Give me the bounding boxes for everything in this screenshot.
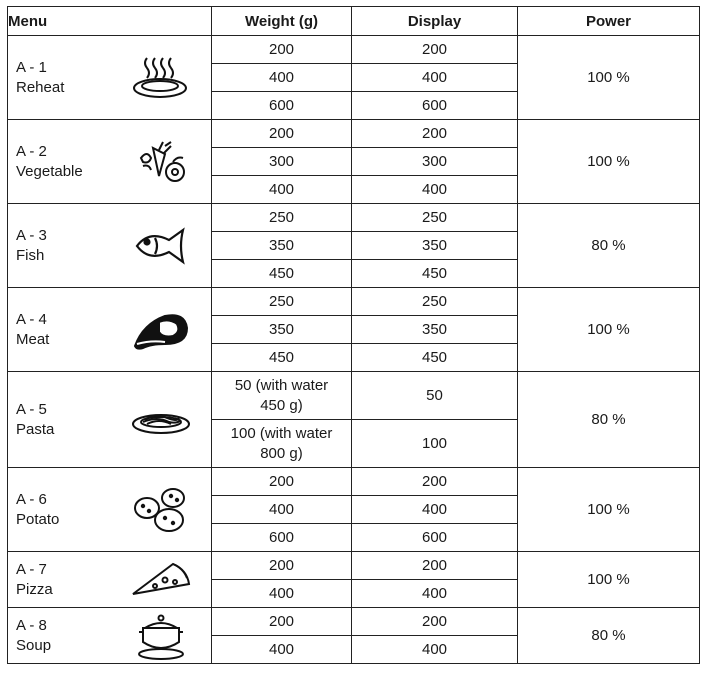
menu-code: A - 6: [16, 490, 47, 508]
weight-cell: 200: [212, 36, 352, 64]
menu-cell-meat: [8, 288, 212, 372]
menu-code: A - 8: [16, 616, 47, 634]
display-cell: 200: [352, 120, 518, 148]
power-cell: 100 %: [518, 468, 700, 552]
display-cell: 450: [352, 344, 518, 372]
display-cell: 400: [352, 176, 518, 204]
weight-cell: 400: [212, 176, 352, 204]
table-row: [8, 204, 700, 232]
weight-cell: [212, 372, 352, 420]
menu-name: Soup: [16, 636, 52, 654]
header-power: Power: [518, 7, 700, 36]
menu-cell-pizza: [8, 552, 212, 608]
pasta-plate-icon: [129, 394, 193, 446]
menu-name: Pasta: [16, 420, 55, 438]
weight-cell: 200: [212, 552, 352, 580]
table-row: [8, 372, 700, 420]
menu-name: Potato: [16, 510, 60, 528]
menu-code: A - 2: [16, 142, 47, 160]
weight-cell: 250: [212, 288, 352, 316]
menu-cell-fish: [8, 204, 212, 288]
header-weight: Weight (g): [212, 7, 352, 36]
weight-cell: 400: [212, 636, 352, 664]
meat-icon: [129, 304, 193, 356]
auto-cook-menu-table: [7, 6, 700, 664]
menu-code: A - 4: [16, 310, 47, 328]
potato-icon: [129, 484, 193, 536]
display-cell: 250: [352, 204, 518, 232]
weight-cell: [212, 420, 352, 468]
power-cell: 80 %: [518, 204, 700, 288]
menu-cell-soup: [8, 608, 212, 664]
weight-cell: 350: [212, 232, 352, 260]
display-cell: 200: [352, 608, 518, 636]
weight-cell: 200: [212, 608, 352, 636]
table-row: [8, 468, 700, 496]
display-cell: 200: [352, 36, 518, 64]
weight-line: 50 (with water: [234, 376, 329, 394]
power-cell: 100 %: [518, 552, 700, 608]
menu-name: Vegetable: [16, 162, 83, 180]
weight-cell: 200: [212, 120, 352, 148]
menu-code: A - 5: [16, 400, 47, 418]
menu-name: Fish: [16, 246, 45, 264]
menu-code: A - 3: [16, 226, 47, 244]
power-cell: 80 %: [518, 608, 700, 664]
display-cell: 450: [352, 260, 518, 288]
table-row: [8, 120, 700, 148]
display-cell: 250: [352, 288, 518, 316]
power-cell: 100 %: [518, 36, 700, 120]
display-cell: 400: [352, 64, 518, 92]
display-cell: 100: [352, 420, 518, 468]
header-display: Display: [352, 7, 518, 36]
soup-pot-icon: [129, 610, 193, 662]
menu-name: Meat: [16, 330, 50, 348]
table-row: [8, 36, 700, 64]
table-row: [8, 608, 700, 636]
display-cell: 600: [352, 92, 518, 120]
menu-cell-potato: [8, 468, 212, 552]
fish-icon: [129, 220, 193, 272]
display-cell: 600: [352, 524, 518, 552]
header-menu: Menu: [8, 7, 212, 36]
header-row: [8, 7, 700, 36]
power-cell: 100 %: [518, 120, 700, 204]
weight-cell: 450: [212, 344, 352, 372]
menu-cell-vegetable: [8, 120, 212, 204]
menu-name: Reheat: [16, 78, 65, 96]
display-cell: 400: [352, 636, 518, 664]
weight-cell: 350: [212, 316, 352, 344]
weight-cell: 400: [212, 580, 352, 608]
menu-code: A - 1: [16, 58, 47, 76]
menu-code: A - 7: [16, 560, 47, 578]
menu-cell-reheat: [8, 36, 212, 120]
menu-cell-pasta: [8, 372, 212, 468]
weight-cell: 600: [212, 524, 352, 552]
display-cell: 200: [352, 552, 518, 580]
reheat-plate-icon: [129, 52, 193, 104]
power-cell: 80 %: [518, 372, 700, 468]
display-cell: 50: [352, 372, 518, 420]
weight-cell: 600: [212, 92, 352, 120]
weight-cell: 200: [212, 468, 352, 496]
weight-cell: 300: [212, 148, 352, 176]
weight-cell: 250: [212, 204, 352, 232]
weight-cell: 450: [212, 260, 352, 288]
display-cell: 200: [352, 468, 518, 496]
power-cell: 100 %: [518, 288, 700, 372]
display-cell: 350: [352, 232, 518, 260]
display-cell: 400: [352, 496, 518, 524]
weight-cell: 400: [212, 64, 352, 92]
weight-cell: 400: [212, 496, 352, 524]
display-cell: 350: [352, 316, 518, 344]
weight-line: 100 (with water: [230, 424, 333, 442]
display-cell: 300: [352, 148, 518, 176]
pizza-slice-icon: [129, 554, 193, 606]
menu-name: Pizza: [16, 580, 53, 598]
table-row: [8, 288, 700, 316]
vegetable-icon: [129, 136, 193, 188]
table-row: [8, 552, 700, 580]
weight-line: 450 g): [260, 396, 303, 414]
display-cell: 400: [352, 580, 518, 608]
weight-line: 800 g): [260, 444, 303, 462]
